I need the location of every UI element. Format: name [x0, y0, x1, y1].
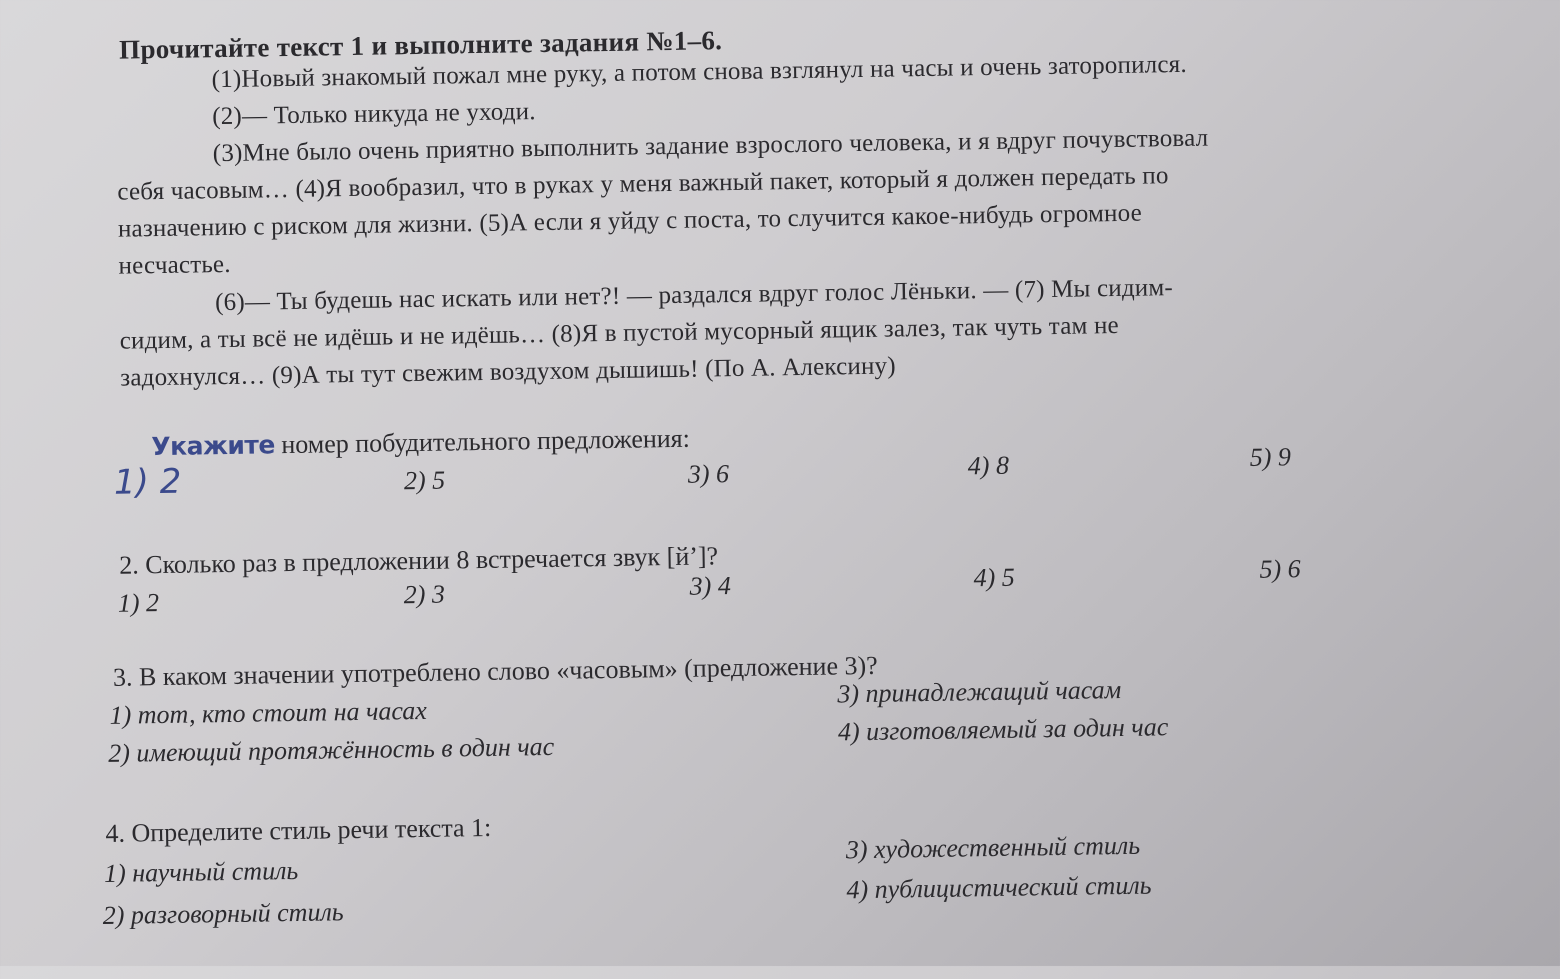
q1-option: 3) 6 [687, 459, 730, 489]
question-1-text: номер побудительного предложения: [274, 423, 691, 460]
q2-option: 3) 4 [689, 571, 732, 601]
q4-option: 4) публицистический стиль [846, 870, 1152, 905]
q3-option: 2) имеющий протяжённость в один час [107, 731, 555, 768]
text-line: (3)Мне было очень приятно выполнить задание взрослого человека, и я вдруг почувствовал [212, 124, 1209, 168]
text-line: несчастье. [118, 250, 231, 280]
task-heading: Прочитайте текст 1 и выполните задания №1–6. [118, 25, 723, 65]
text-paragraph-1 [115, 41, 1478, 284]
q1-option: 2) 5 [403, 465, 446, 496]
handwritten-answer: 1) 2 [113, 461, 182, 503]
question-3: 3. В каком значении употреблено слово «часовым» (предложение 3)? [112, 650, 878, 692]
q4-option: 2) разговорный стиль [102, 897, 344, 931]
q2-option: 4) 5 [973, 562, 1015, 593]
text-line: (2)— Только никуда не уходи. [212, 98, 536, 131]
text-paragraph-2 [119, 264, 1481, 396]
q4-option: 3) художественный стиль [845, 830, 1141, 865]
question-1 [151, 424, 690, 462]
text-line: себя часовым… (4)Я вообразил, что в руках у меня важный пакет, который я должен передать по [117, 162, 1169, 206]
q2-option: 1) 2 [117, 588, 160, 618]
q2-option: 5) 6 [1259, 554, 1301, 584]
q3-option: 4) изготовляемый за один час [837, 712, 1169, 747]
q3-option: 3) принадлежащий часам [837, 674, 1122, 709]
text-line: сидим, а ты всё не идёшь и не идёшь… (8)Я в пустой мусорный ящик залез, так чуть там не [119, 311, 1120, 355]
text-line: задохнулся… (9)А ты тут свежим воздухом дышишь! (По А. Алексину) [120, 352, 896, 392]
text-line: (6)— Ты будешь нас искать или нет?! — раздался вдруг голос Лёньки. — (7) Мы сидим- [214, 274, 1174, 317]
q4-option: 1) научный стиль [103, 855, 299, 888]
q2-option: 2) 3 [403, 579, 446, 610]
q1-option: 5) 9 [1249, 442, 1292, 472]
text-line: (1)Новый знакомый пожал мне руку, а потом снова взглянул на часы и очень заторопился. [211, 50, 1187, 94]
handwritten-prefix: Укажите [151, 430, 276, 462]
q1-option: 4) 8 [967, 450, 1010, 481]
q3-option: 1) тот, кто стоит на часах [109, 695, 428, 730]
text-line: назначению с риском для жизни. (5)А если я уйду с поста, то случится какое-нибудь огромное [117, 199, 1143, 243]
question-2: 2. Сколько раз в предложении 8 встречается звук [й’]? [119, 541, 719, 580]
question-4: 4. Определите стиль речи текста 1: [105, 812, 492, 848]
